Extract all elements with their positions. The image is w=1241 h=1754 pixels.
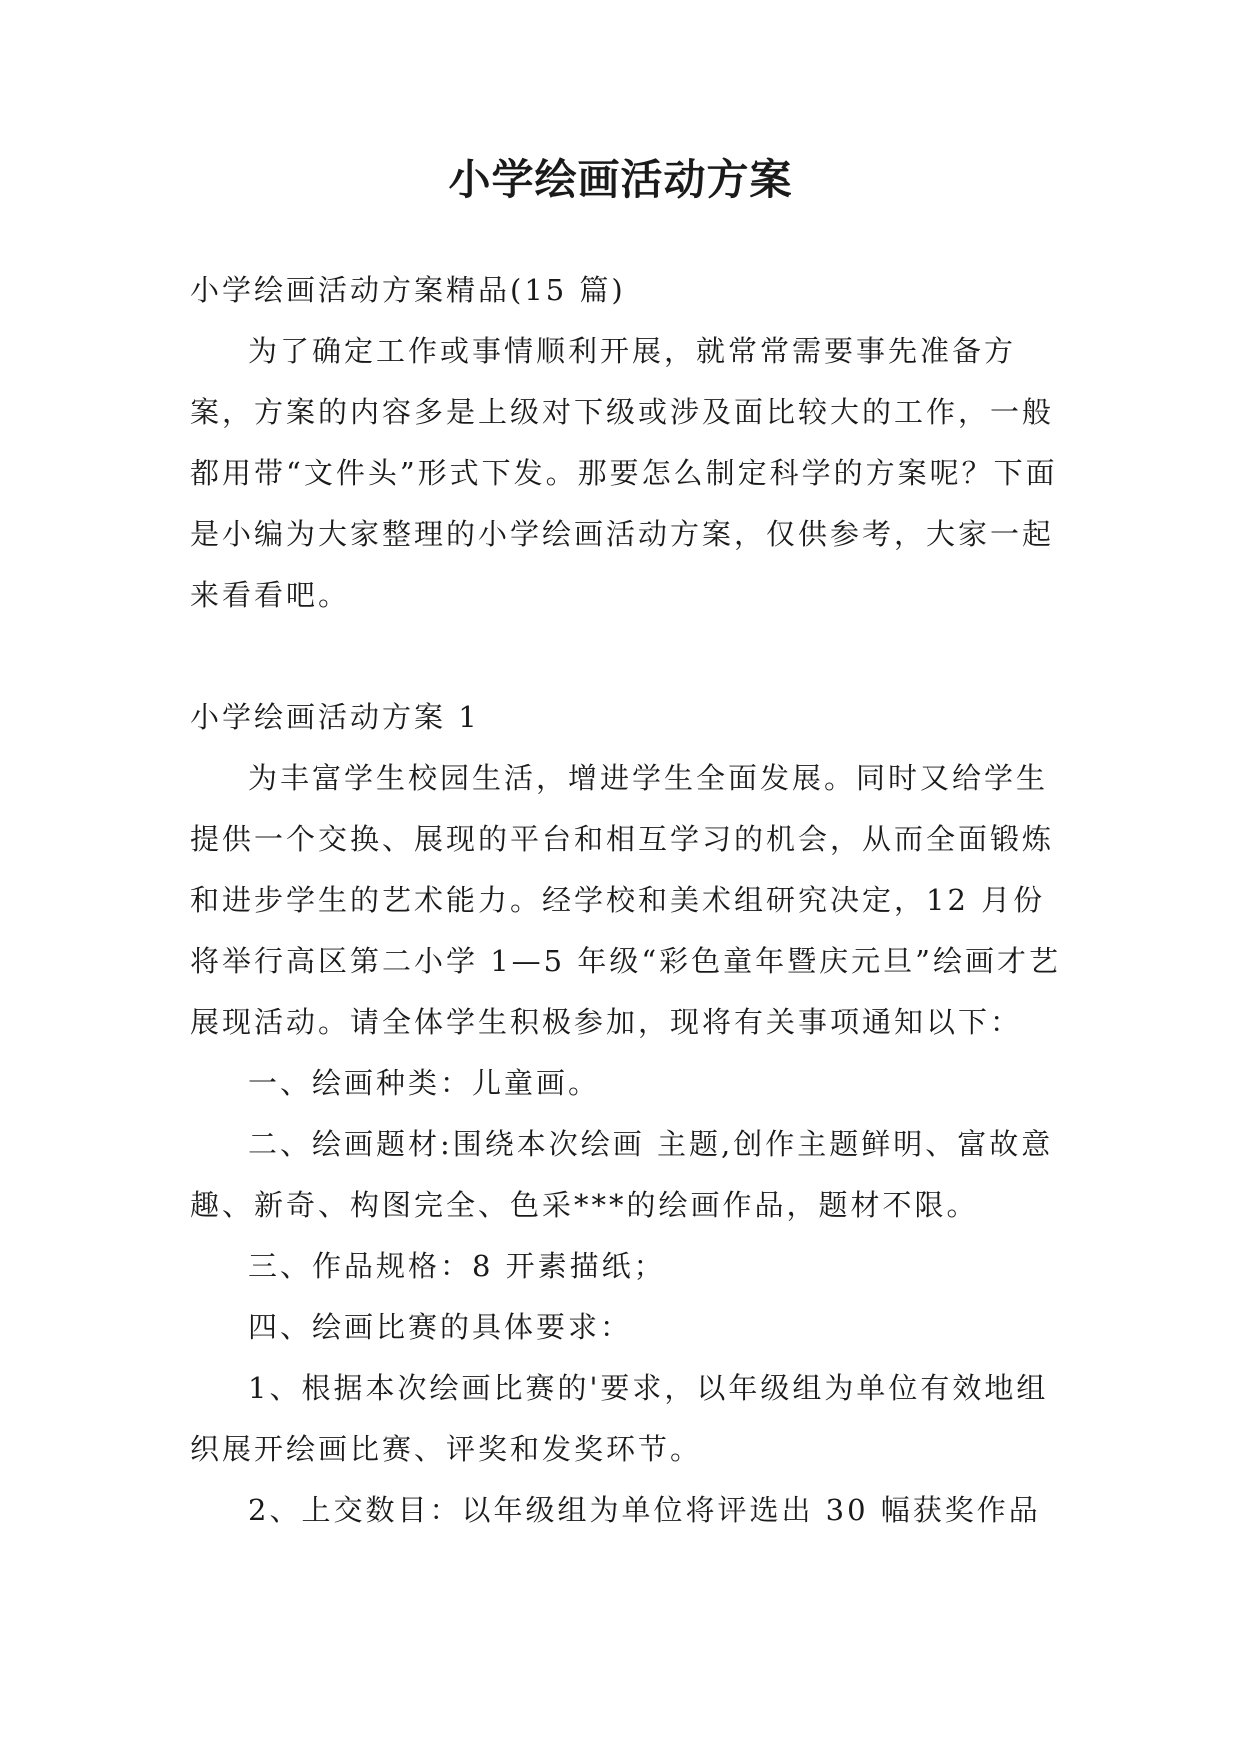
list-item: 一、绘画种类：儿童画。 (248, 1066, 601, 1100)
list-item: 1、根据本次绘画比赛的'要求，以年级组为单位有效地组织展开绘画比赛、评奖和发奖环节。 (190, 1371, 1049, 1466)
paragraph-gap (190, 626, 1070, 687)
section-heading: 小学绘画活动方案 1 (190, 700, 480, 734)
document-title: 小学绘画活动方案 (448, 155, 793, 204)
list-item: 四、绘画比赛的具体要求： (248, 1310, 633, 1344)
section-paragraph: 为丰富学生校园生活，增进学生全面发展。同时又给学生提供一个交换、展现的平台和相互学习的机会，从而全面锻炼和进步学生的艺术能力。经学校和美术组研究决定，12 月份将举行高区第二小学 1—5 年级“彩色童年暨庆元旦”绘画才艺展现活动。请全体学生积极参加，现将有关事项通知以下： (190, 761, 1061, 1039)
document-subtitle: 小学绘画活动方案精品(15 篇) (190, 273, 626, 307)
list-item: 二、绘画题材:围绕本次绘画 主题,创作主题鲜明、富故意趣、新奇、构图完全、色采***的绘画作品，题材不限。 (190, 1127, 1054, 1222)
list-item: 三、作品规格：8 开素描纸； (248, 1249, 666, 1283)
document-body (190, 260, 1070, 1541)
list-item: 2、上交数目：以年级组为单位将评选出 30 幅获奖作品 (248, 1493, 1041, 1527)
intro-paragraph: 为了确定工作或事情顺利开展，就常常需要事先准备方案，方案的内容多是上级对下级或涉及面比较大的工作，一般都用带“文件头”形式下发。那要怎么制定科学的方案呢？下面是小编为大家整理的小学绘画活动方案，仅供参考，大家一起来看看吧。 (190, 334, 1058, 612)
